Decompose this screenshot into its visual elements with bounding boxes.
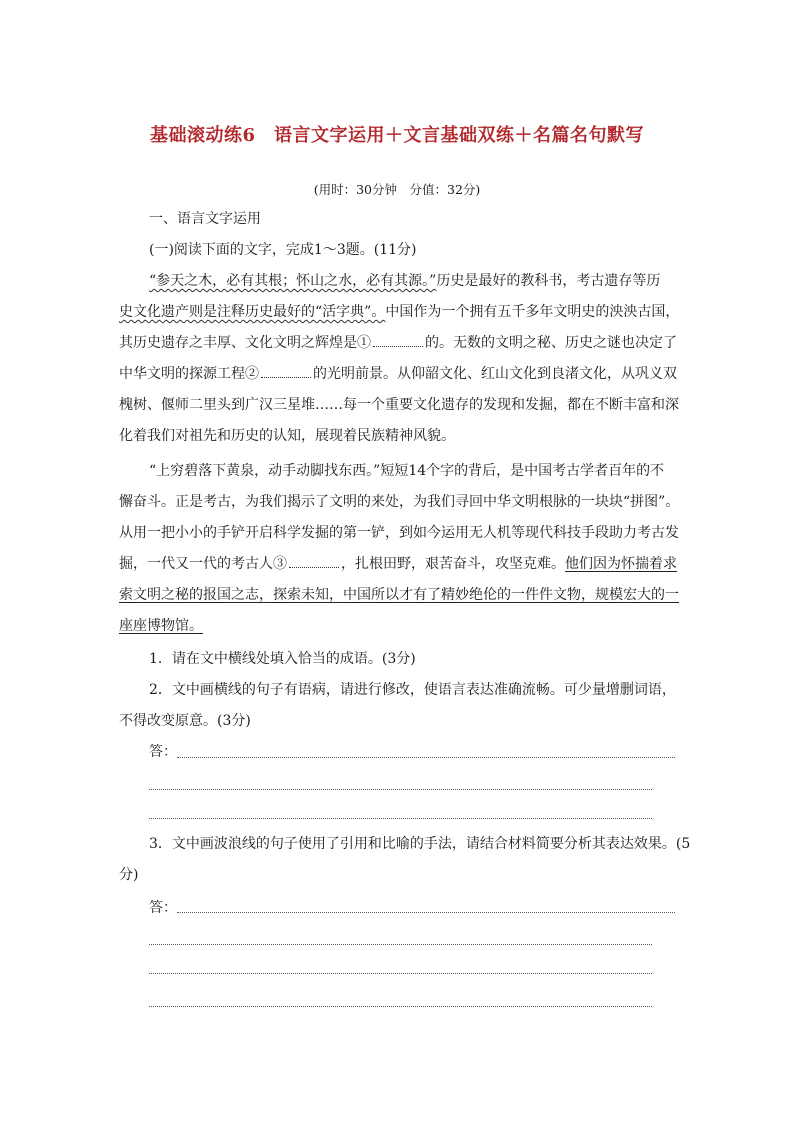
passage-line: 懈奋斗。正是考古，为我们揭示了文明的来处，为我们寻回中华文明根脉的一块块“拼图”。 [119,494,680,510]
passage-text: 历史是最好的教科书，考古遗存等历 [436,273,661,289]
passage-line [119,364,677,384]
answer-label: 答： [149,744,177,760]
answer-line[interactable] [149,972,652,974]
underlined-sentence: 座座博物馆。 [119,618,203,634]
answer-line[interactable] [149,943,652,945]
section-heading: 一、语言文字运用 [149,211,261,227]
passage-line [119,554,677,574]
passage-line [119,302,679,322]
passage-text: 中华文明的探源工程② [119,366,259,382]
answer-line[interactable] [149,1005,652,1007]
passage-text: 的光明前景。从仰韶文化、红山文化到良渚文化，从巩义双 [313,366,677,382]
passage-text: ，扎根田野，艰苦奋斗，攻坚克难。 [341,556,565,572]
subsection-heading: (一)阅读下面的文字，完成1～3题。(11分) [149,242,417,258]
wavy-sentence: 史文化遗产则是注释历史最好的“活字典”。 [119,304,386,320]
wavy-quote: “参天之木，必有其根；怀山之水，必有其源。” [149,273,437,289]
passage-text: 的。无数的文明之秘、历史之谜也决定了 [425,335,677,351]
question-3-cont: 分) [119,867,139,883]
time-score-info: (用时：30分钟 分值：32分) [313,182,481,197]
answer-label: 答： [149,900,177,916]
passage-line [149,271,660,291]
question-2: 2．文中画横线的句子有语病，请进行修改，使语言表达准确流畅。可少量增删词语， [149,682,676,698]
passage-line: 从用一把小小的手铲开启科学发掘的第一铲，到如今运用无人机等现代科技手段助力考古发 [119,525,679,541]
answer-line[interactable] [149,788,652,790]
passage-line: 化着我们对祖先和历史的认知，展现着民族精神风貌。 [119,428,455,444]
blank-2[interactable] [261,364,311,378]
question-2-cont: 不得改变原意。(3分) [119,713,251,729]
page-title: 基础滚动练6 语言文字运用＋文言基础双练＋名篇名句默写 [149,125,645,146]
passage-text: 其历史遗存之丰厚、文化文明之辉煌是① [119,335,371,351]
passage-text: 中国作为一个拥有五千多年文明史的泱泱古国， [385,304,680,320]
blank-1[interactable] [373,333,423,347]
underlined-sentence: 索文明之秘的报国之志，探索未知，中国所以才有了精妙绝伦的一件件文物，规模宏大的一 [119,587,679,603]
passage-line: “上穷碧落下黄泉，动手动脚找东西。”短短14个字的背后，是中国考古学者百年的不 [149,463,665,479]
passage-text: 掘，一代又一代的考古人③ [119,556,287,572]
answer-line[interactable] [177,911,675,913]
answer-line[interactable] [177,756,675,758]
blank-3[interactable] [289,554,339,568]
underlined-sentence: 他们因为怀揣着求 [565,556,677,572]
question-1: 1．请在文中横线处填入恰当的成语。(3分) [149,651,416,667]
question-3: 3．文中画波浪线的句子使用了引用和比喻的手法，请结合材料简要分析其表达效果。(5 [149,836,691,852]
answer-line[interactable] [149,817,652,819]
passage-line: 槐树、偃师二里头到广汉三星堆……每一个重要文化遗存的发现和发掘，都在不断丰富和深 [119,397,679,413]
passage-line [119,333,677,353]
